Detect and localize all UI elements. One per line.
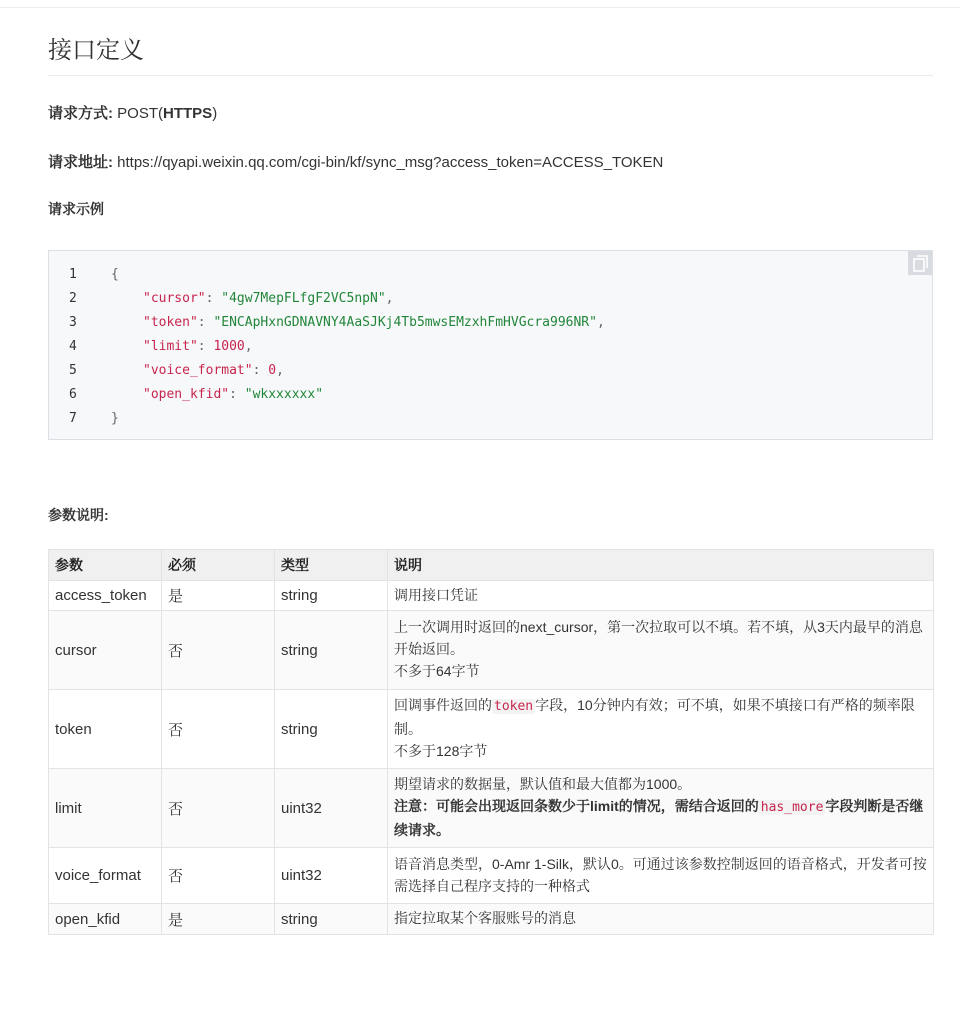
type-cell: uint32 [275, 848, 388, 904]
inline-code: token [494, 699, 534, 714]
description-cell [388, 611, 934, 690]
required-cell: 否 [162, 848, 275, 904]
request-example-heading: 请求示例 [48, 201, 104, 217]
code-line [49, 335, 932, 359]
param-name-cell: access_token [49, 581, 162, 611]
table-row [49, 581, 934, 611]
type-cell: string [275, 611, 388, 690]
line-number: 1 [69, 267, 77, 282]
code-line [49, 311, 932, 335]
param-name-cell: limit [49, 769, 162, 848]
code-comma: , [596, 315, 605, 330]
request-method-protocol: HTTPS [163, 105, 213, 122]
line-number: 3 [69, 315, 77, 330]
bold-note: 字段判断是否继续请求。 [394, 798, 924, 838]
required-cell: 是 [162, 581, 275, 611]
code-line [49, 383, 932, 407]
line-number: 2 [69, 291, 77, 306]
table-row [49, 611, 934, 690]
top-divider [0, 7, 960, 8]
code-line [49, 359, 932, 383]
code-line [49, 407, 932, 431]
open-brace: { [111, 267, 119, 282]
page-title: 接口定义 [48, 36, 144, 64]
table-header-row [49, 550, 934, 581]
description-cell [388, 581, 934, 611]
bold-note: 注意：可能会出现返回条数少于limit的情况，需结合返回的 [394, 798, 759, 814]
code-text: "cursor": "4gw7MepFLfgF2VC5npN", [143, 291, 394, 306]
request-url-value[interactable]: https://qyapi.weixin.qq.com/cgi-bin/kf/sync_msg?access_token=ACCESS_TOKEN [113, 154, 664, 171]
required-cell: 是 [162, 904, 275, 935]
code-key: "voice_format" [143, 363, 253, 378]
request-method-suffix: ) [212, 105, 218, 122]
required-cell: 否 [162, 690, 275, 769]
line-number: 5 [69, 363, 77, 378]
line-number: 4 [69, 339, 77, 354]
close-brace: } [111, 411, 119, 426]
table-row [49, 690, 934, 769]
param-name-cell: voice_format [49, 848, 162, 904]
line-number: 6 [69, 387, 77, 402]
code-comma: , [385, 291, 394, 306]
code-key: "cursor" [143, 291, 206, 306]
code-text: "open_kfid": "wkxxxxxx" [143, 387, 324, 402]
description-cell [388, 904, 934, 935]
params-heading: 参数说明: [48, 507, 109, 523]
code-key: "open_kfid" [143, 387, 230, 402]
code-line [49, 287, 932, 311]
params-table [48, 549, 934, 935]
code-text: "token": "ENCApHxnGDNAVNY4AaSJKj4Tb5mwsEMzxhFmHVGcra996NR", [143, 315, 605, 330]
request-method-line [48, 102, 217, 123]
description-text: 期望请求的数据量，默认值和最大值都为1000。 [394, 776, 692, 792]
header-param: 参数 [49, 550, 162, 581]
param-name-cell: token [49, 690, 162, 769]
description-text: 回调事件返回的 [394, 697, 492, 713]
description-text: 不多于64字节 [394, 663, 480, 679]
header-description: 说明 [388, 550, 934, 581]
code-key: "token" [143, 315, 198, 330]
line-number: 7 [69, 411, 77, 426]
description-text: 不多于128字节 [394, 743, 488, 759]
code-key: "limit" [143, 339, 198, 354]
description-cell [388, 769, 934, 848]
code-value: "ENCApHxnGDNAVNY4AaSJKj4Tb5mwsEMzxhFmHVGcra996NR" [213, 315, 597, 330]
code-block [48, 250, 933, 440]
code-text [111, 263, 119, 287]
param-name-cell: cursor [49, 611, 162, 690]
header-type: 类型 [275, 550, 388, 581]
description-text: 指定拉取某个客服账号的消息 [394, 910, 576, 926]
code-value: "4gw7MepFLfgF2VC5npN" [221, 291, 386, 306]
code-comma: , [276, 363, 284, 378]
request-url-label: 请求地址: [48, 154, 113, 171]
type-cell: string [275, 904, 388, 935]
param-name-cell: open_kfid [49, 904, 162, 935]
table-row [49, 848, 934, 904]
code-value: 1000 [213, 339, 245, 354]
description-text: 字段，10分钟内有效；可不填，如果不填接口有严格的频率限制。 [394, 697, 915, 737]
request-url-line [48, 151, 663, 172]
title-divider [48, 75, 933, 76]
code-comma: , [244, 339, 253, 354]
table-row [49, 769, 934, 848]
code-text: "voice_format": 0, [143, 363, 284, 378]
code-value: 0 [268, 363, 277, 378]
inline-code: has_more [760, 800, 824, 815]
type-cell: string [275, 581, 388, 611]
description-text: 上一次调用时返回的next_cursor，第一次拉取可以不填。若不填，从3天内最早的消息开始返回。 [394, 619, 923, 657]
code-text [111, 407, 119, 431]
type-cell: uint32 [275, 769, 388, 848]
header-required: 必须 [162, 550, 275, 581]
description-cell [388, 848, 934, 904]
description-cell [388, 690, 934, 769]
code-text: "limit": 1000, [143, 339, 253, 354]
required-cell: 否 [162, 611, 275, 690]
required-cell: 否 [162, 769, 275, 848]
request-method-prefix: POST( [113, 105, 164, 122]
code-line [49, 263, 932, 287]
request-method-label: 请求方式: [48, 105, 113, 122]
description-text: 语音消息类型，0-Amr 1-Silk，默认0。可通过该参数控制返回的语音格式，开发者可按需选择自己程序支持的一种格式 [394, 855, 927, 894]
description-text: 调用接口凭证 [394, 586, 478, 603]
type-cell: string [275, 690, 388, 769]
table-row [49, 904, 934, 935]
code-value: "wkxxxxxx" [244, 387, 324, 402]
code-lines [49, 263, 932, 431]
